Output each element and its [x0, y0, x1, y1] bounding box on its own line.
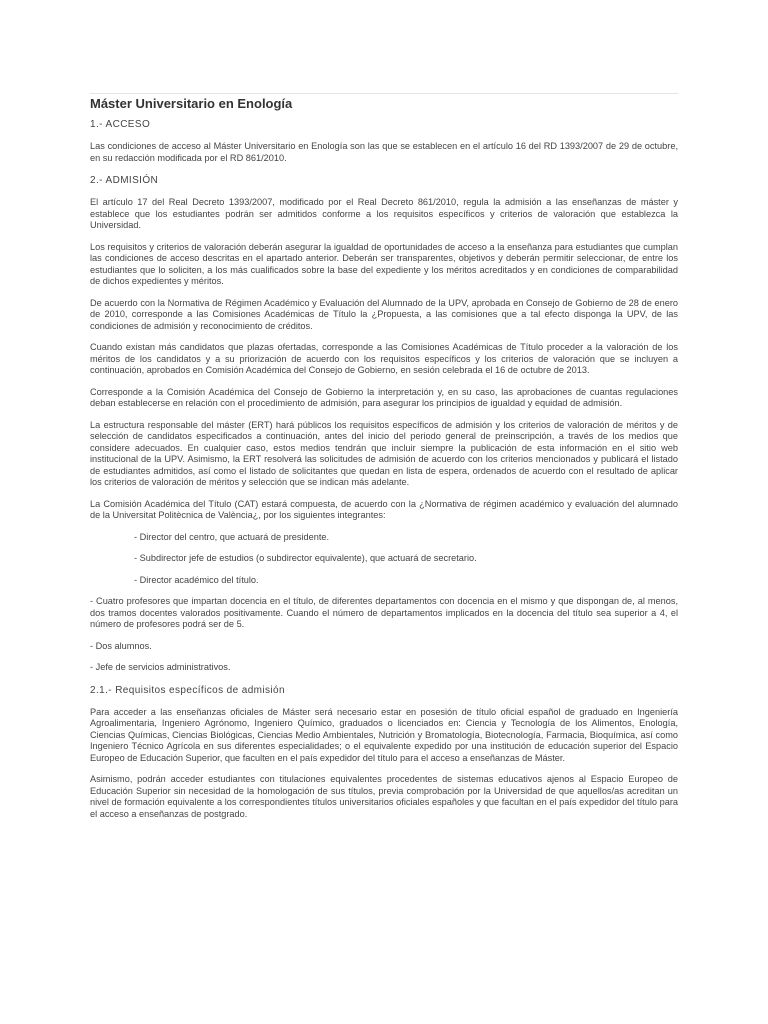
paragraph: Para acceder a las enseñanzas oficiales de Máster será necesario estar en posesión de título oficial español de graduado en Ingeniería Agroalimentaria, Ingeniero Agrónomo, Ingeniero Químico, graduados o licenciados en: Ciencia y Tecnología de los Alimentos, Enología, Ciencias Químicas, Ciencias Biológicas, Ciencias Medio Ambientales, Nutrición y Bromatología, Biotecnología, Farmacia, Bioquímica, así como Ingeniero Técnico Agrícola en sus diferentes especialidades; o el equivalente expedido por una institución de educación superior del Espacio Europeo de Educación Superior, que faculten en el país expedidor del título para el acceso a enseñanzas de Máster. — [90, 706, 678, 763]
document-content — [90, 96, 678, 830]
paragraph: Los requisitos y criterios de valoración deberán asegurar la igualdad de oportunidades de acceso a la enseñanza para estudiantes que cumplan las condiciones de acceso descritas en el apartado anterior. Deberán ser transparentes, objetivos y deberán permitir seleccionar, de entre los estudiantes que lo soliciten, a los más cualificados sobre la base del expediente y los méritos acreditados y en condiciones de comparabilidad de dichos expedientes y méritos. — [90, 241, 678, 286]
paragraph: Asimismo, podrán acceder estudiantes con titulaciones equivalentes procedentes de sistemas educativos ajenos al Espacio Europeo de Educación Superior sin necesidad de la homologación de sus títulos, previa comprobación por la Universidad de que aquellos/as acreditan un nivel de formación equivalente a los correspondientes títulos universitarios oficiales españoles y que facultan en el país expedidor del título para el acceso a enseñanzas de postgrado. — [90, 774, 678, 819]
paragraph: - Cuatro profesores que impartan docencia en el título, de diferentes departamentos con docencia en el mismo y que dispongan de, al menos, dos tramos docentes valorados positivamente. Cuando el número de departamentos implicados en la docencia del título sea superior a 4, el número de profesores podrá ser de 5. — [90, 596, 678, 629]
section-heading-requisitos: 2.1.- Requisitos específicos de admisión — [90, 684, 285, 696]
paragraph: Las condiciones de acceso al Máster Universitario en Enología son las que se establecen en el artículo 16 del RD 1393/2007 de 29 de octubre, en su redacción modificada por el RD 861/2010. — [90, 141, 678, 163]
top-divider — [90, 93, 678, 94]
paragraph: La Comisión Académica del Título (CAT) estará compuesta, de acuerdo con la ¿Normativa de régimen académico y evaluación del alumnado de la Universitat Politècnica de València¿, por los siguientes integrantes: — [90, 498, 678, 520]
section-heading-admision: 2.- ADMISIÓN — [90, 175, 159, 186]
paragraph: El artículo 17 del Real Decreto 1393/2007, modificado por el Real Decreto 861/2010, regula la admisión a las enseñanzas de máster y establece que los estudiantes podrán ser admitidos conforme a los requisitos específicos y criterios de valoración que establezca la Universidad. — [90, 197, 678, 230]
paragraph: Corresponde a la Comisión Académica del Consejo de Gobierno la interpretación y, en su caso, las aprobaciones de cuantas regulaciones deban establecerse en relación con el procedimiento de admisión, para asegurar los principios de igualdad y equidad de admisión. — [90, 386, 678, 408]
paragraph: De acuerdo con la Normativa de Régimen Académico y Evaluación del Alumnado de la UPV, aprobada en Consejo de Gobierno de 28 de enero de 2010, corresponde a las Comisiones Académicas de Título la ¿Propuesta, a las comisiones que a tal efecto disponga la UPV, de las condiciones de admisión y reconocimiento de créditos. — [90, 297, 678, 331]
member-item: - Director del centro, que actuará de presidente. — [134, 531, 330, 542]
paragraph: - Dos alumnos. — [90, 640, 152, 651]
paragraph: - Jefe de servicios administrativos. — [90, 662, 231, 672]
paragraph: Cuando existan más candidatos que plazas ofertadas, corresponde a las Comisiones Académicas de Título proceder a la valoración de los méritos de los candidatos y a su priorización de acuerdo con los requisitos específicos y los criterios de valoración que se incluyen a continuación, aprobados en Comisión Académica del Consejo de Gobierno, en sesión celebrada el 16 de octubre de 2013. — [90, 342, 678, 375]
document-title: Máster Universitario en Enología — [90, 96, 293, 111]
member-item: - Subdirector jefe de estudios (o subdirector equivalente), que actuará de secretario. — [134, 553, 477, 563]
member-item: - Director académico del título. — [134, 574, 259, 585]
paragraph: La estructura responsable del máster (ERT) hará públicos los requisitos específicos de admisión y los criterios de valoración de méritos y de selección de candidatos especificados a continuación, antes del inicio del periodo general de preinscripción, a través de los medios que considere adecuados. En cualquier caso, estos medios tendrán que incluir siempre la publicación de esta información en el sitio web institucional de la UPV. Asimismo, la ERT resolverá las solicitudes de admisión de acuerdo con los criterios mencionados y publicará el listado de estudiantes admitidos, así como el listado de solicitantes que quedan en lista de espera, ordenados de acuerdo con el resultado de aplicar los criterios de valoración de méritos y selección que se indican más adelante. — [90, 419, 678, 487]
section-heading-acceso: 1.- ACCESO — [90, 119, 151, 130]
